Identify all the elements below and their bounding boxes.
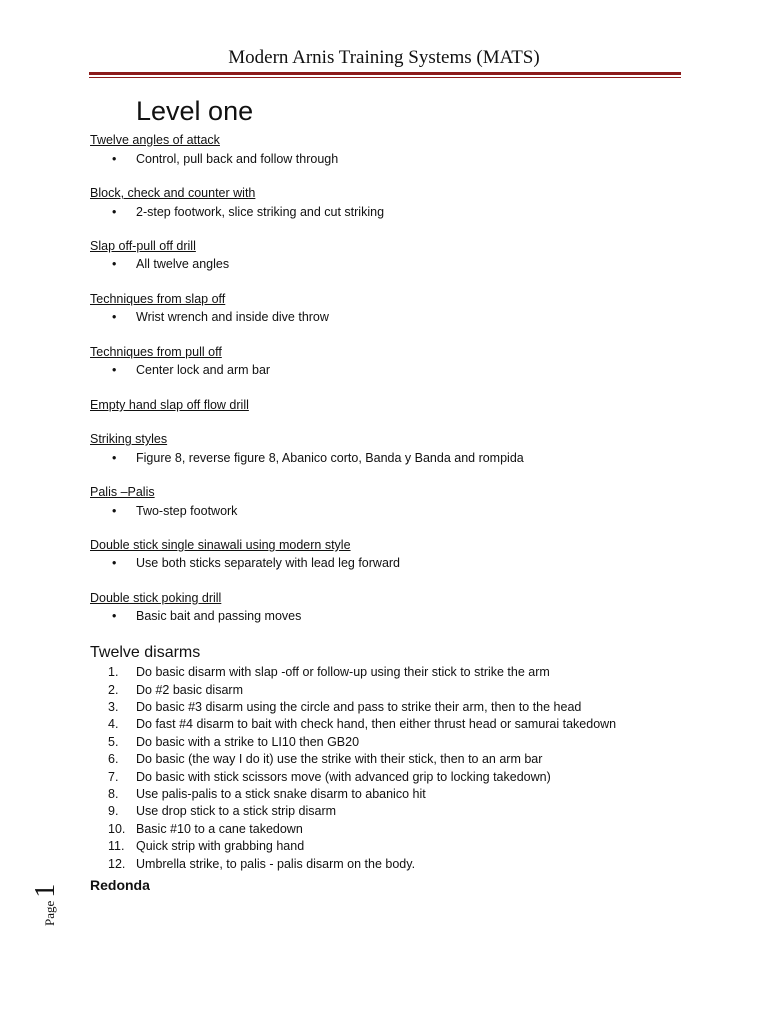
disarm-text: Do basic with stick scissors move (with advanced grip to locking takedown) [136, 770, 551, 784]
section-bullet [112, 152, 338, 166]
bullet-dot: • [112, 205, 117, 219]
bullet-text: Basic bait and passing moves [136, 609, 302, 623]
bullet-text: Control, pull back and follow through [136, 152, 339, 166]
bullet-text: Figure 8, reverse figure 8, Abanico corto, Banda y Banda and rompida [136, 451, 524, 465]
disarm-text: Do #2 basic disarm [136, 683, 243, 697]
section-bullet [112, 609, 301, 623]
section-heading: Slap off-pull off drill [90, 239, 196, 253]
header-rule-thick [89, 72, 681, 75]
disarm-item [108, 752, 542, 766]
disarm-text: Quick strip with grabbing hand [136, 839, 305, 853]
disarm-item [108, 839, 304, 853]
disarm-text: Do basic (the way I do it) use the strike with their stick, then to an arm bar [136, 752, 543, 766]
disarm-item [108, 683, 243, 697]
section-heading: Double stick poking drill [90, 591, 222, 605]
section-heading: Palis –Palis [90, 485, 155, 499]
section-bullet [112, 363, 270, 377]
header-title: Modern Arnis Training Systems (MATS) [228, 47, 540, 68]
section-bullet [112, 504, 237, 518]
disarm-item [108, 822, 303, 836]
disarm-number: 10. [108, 822, 126, 836]
section-bullet [112, 310, 329, 324]
disarm-text: Umbrella strike, to palis - palis disarm on the body. [136, 857, 416, 871]
bullet-text: Wrist wrench and inside dive throw [136, 310, 329, 324]
bullet-text: Use both sticks separately with lead leg forward [136, 556, 401, 570]
disarm-text: Do basic with a strike to LI10 then GB20 [136, 735, 360, 749]
disarm-text: Do fast #4 disarm to bait with check hand, then either thrust head or samurai takedown [136, 717, 617, 731]
bullet-dot: • [112, 257, 117, 271]
disarm-number: 2. [108, 683, 119, 697]
disarm-item [108, 770, 551, 784]
section-bullet [112, 556, 400, 570]
section-heading: Double stick single sinawali using modern style [90, 538, 351, 552]
disarm-text: Do basic disarm with slap -off or follow-up using their stick to strike the arm [136, 665, 550, 679]
disarm-item [108, 665, 550, 679]
disarm-item [108, 700, 581, 714]
disarm-number: 6. [108, 752, 119, 766]
bullet-dot: • [112, 556, 117, 570]
disarm-number: 11. [108, 839, 125, 853]
bullet-text: 2-step footwork, slice striking and cut striking [136, 205, 385, 219]
disarm-number: 8. [108, 787, 119, 801]
bullet-text: Center lock and arm bar [136, 363, 271, 377]
section-heading: Striking styles [90, 432, 168, 446]
disarm-text: Use drop stick to a stick strip disarm [136, 804, 337, 818]
bullet-dot: • [112, 363, 117, 377]
bullet-dot: • [112, 504, 117, 518]
section-bullet [112, 205, 384, 219]
section-bullet [112, 451, 524, 465]
disarm-number: 12. [108, 857, 126, 871]
bullet-text: Two-step footwork [136, 504, 238, 518]
disarm-item [108, 804, 336, 818]
disarm-text: Basic #10 to a cane takedown [136, 822, 303, 836]
bullet-text: All twelve angles [136, 257, 230, 271]
disarm-number: 4. [108, 717, 119, 731]
header-rule-thin [89, 77, 681, 78]
disarm-item [108, 857, 415, 871]
disarm-number: 1. [108, 665, 119, 679]
section-heading: Techniques from pull off [90, 345, 222, 359]
section-heading: Empty hand slap off flow drill [90, 398, 249, 412]
page-label [30, 884, 62, 926]
section-heading: Twelve angles of attack [90, 133, 220, 147]
bullet-dot: • [112, 310, 117, 324]
section-heading: Block, check and counter with [90, 186, 256, 200]
page-number: 1 [30, 883, 61, 898]
section-heading: Techniques from slap off [90, 292, 226, 306]
disarm-item [108, 787, 426, 801]
bullet-dot: • [112, 609, 117, 623]
disarm-number: 7. [108, 770, 119, 784]
disarms-title: Twelve disarms [90, 644, 201, 661]
disarm-text: Use palis-palis to a stick snake disarm to abanico hit [136, 787, 426, 801]
disarm-number: 3. [108, 700, 119, 714]
level-title: Level one [136, 96, 254, 126]
disarm-number: 9. [108, 804, 119, 818]
bullet-dot: • [112, 152, 117, 166]
disarm-item [108, 717, 616, 731]
disarm-text: Do basic #3 disarm using the circle and pass to strike their arm, then to the head [136, 700, 582, 714]
redonda-heading: Redonda [90, 877, 150, 893]
disarm-item [108, 735, 359, 749]
disarm-number: 5. [108, 735, 119, 749]
bullet-dot: • [112, 451, 117, 465]
page-label-word: Page [42, 900, 57, 926]
section-bullet [112, 257, 229, 271]
